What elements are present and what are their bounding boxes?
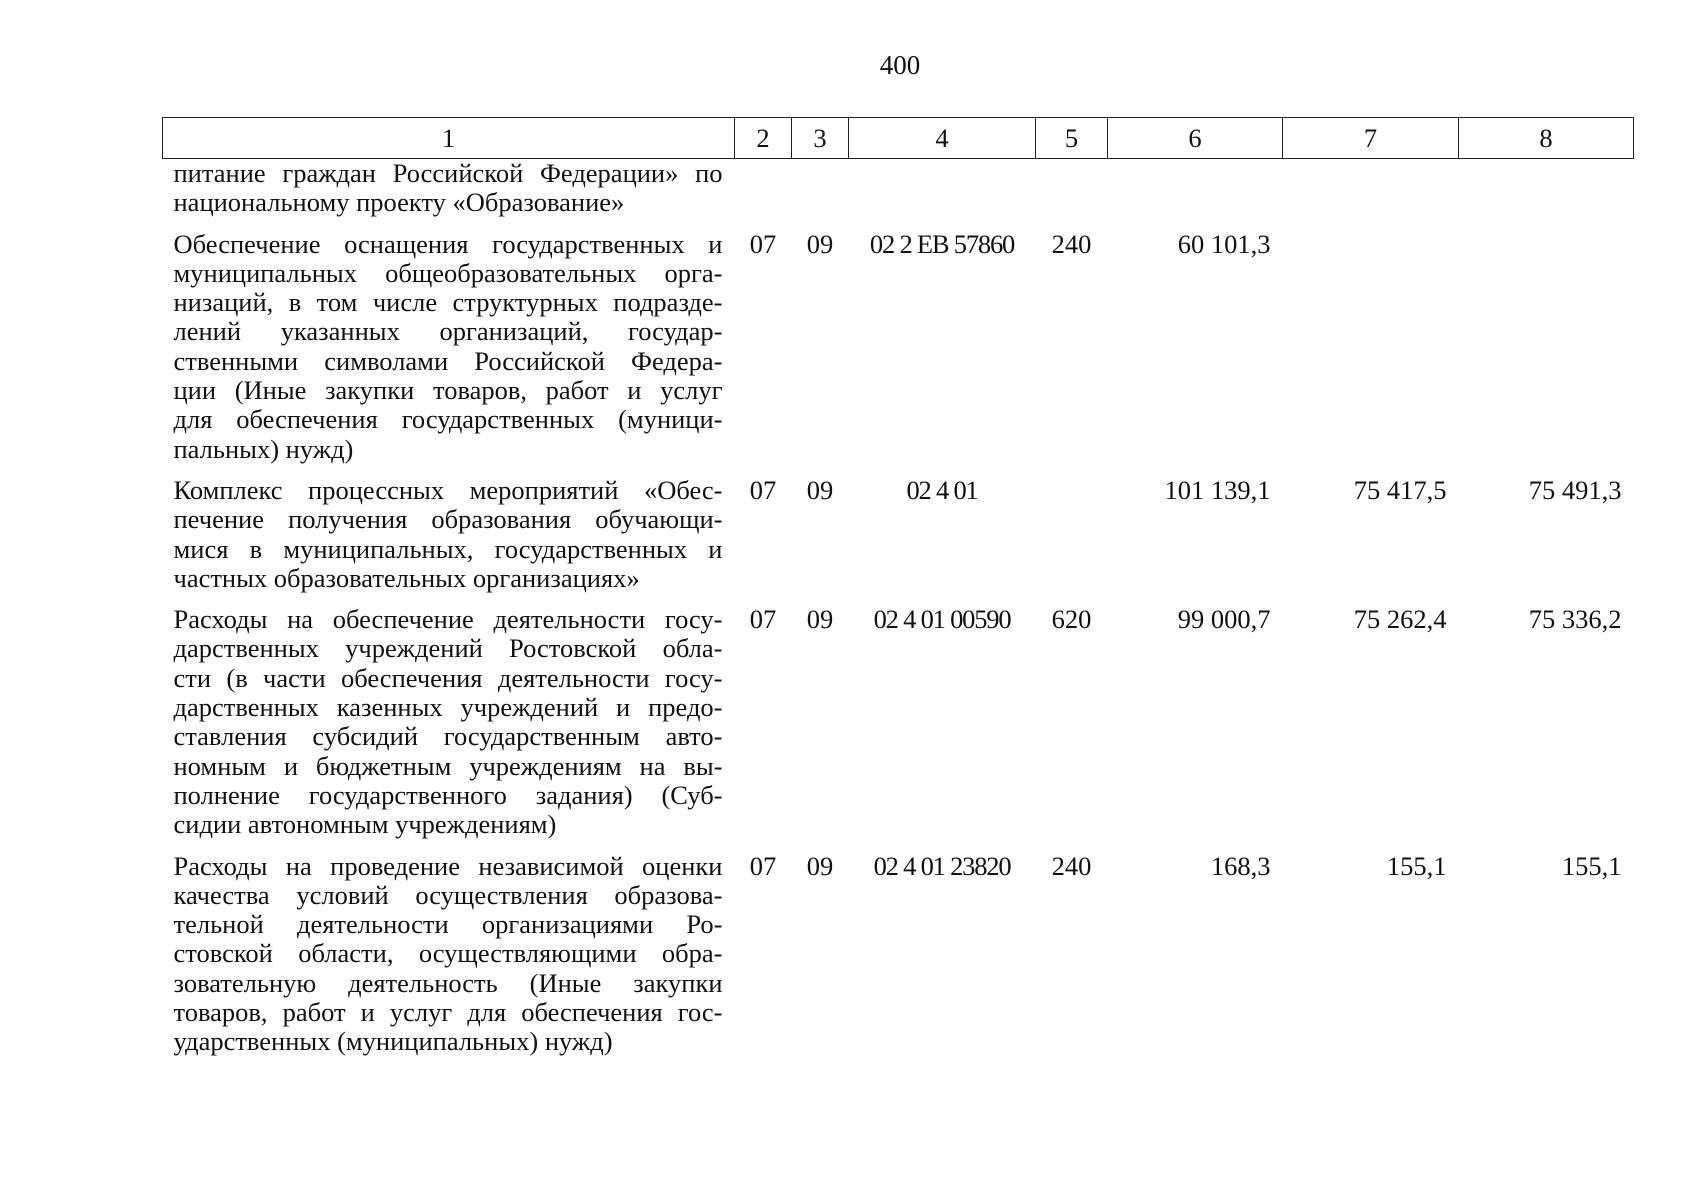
cell-section: 07 bbox=[749, 474, 777, 505]
cell-section bbox=[735, 159, 792, 218]
description-line: национальному проекту «Образование» bbox=[173, 187, 625, 218]
description-line: номным и бюджетным учреждениям на вы- bbox=[173, 750, 723, 781]
description-line: полнение государственного задания) (Суб- bbox=[173, 779, 723, 810]
description-line: частных образовательных организациях» bbox=[173, 562, 640, 593]
cell-amount-7: 155,1 bbox=[1386, 850, 1447, 881]
header-col-5: 5 bbox=[1036, 118, 1108, 159]
cell-section: 07 bbox=[749, 850, 777, 881]
row-spacer bbox=[163, 840, 1634, 852]
cell-target-code bbox=[849, 159, 1036, 218]
row-description bbox=[163, 159, 735, 218]
cell-subsection bbox=[792, 159, 849, 218]
cell-subsection: 09 bbox=[806, 604, 834, 635]
description-line: Расходы на обеспечение деятельности госу- bbox=[173, 604, 723, 635]
cell-amount-6 bbox=[1108, 159, 1283, 218]
description-line: качества условий осуществления образова- bbox=[173, 879, 723, 910]
cell-target-code: 02 2 ЕВ 57860 bbox=[869, 228, 1015, 259]
cell-amount-6: 101 139,1 bbox=[1164, 474, 1271, 505]
cell-section: 07 bbox=[749, 604, 777, 635]
row-description bbox=[163, 230, 735, 464]
description-line: товаров, работ и услуг для обеспечения гос- bbox=[173, 997, 723, 1028]
description-line: низаций, в том числе структурных подразде- bbox=[173, 287, 723, 318]
cell-expense-type: 240 bbox=[1051, 228, 1092, 259]
description-line: лений указанных организаций, государ- bbox=[173, 316, 723, 347]
description-line: сти (в части обеспечения деятельности госу- bbox=[173, 662, 723, 693]
row-description bbox=[163, 476, 735, 593]
cell-subsection: 09 bbox=[806, 850, 834, 881]
cell-amount-8: 75 336,2 bbox=[1528, 604, 1622, 635]
cell-amount-6: 168,3 bbox=[1210, 850, 1271, 881]
header-col-7: 7 bbox=[1283, 118, 1459, 159]
cell-target-code: 02 4 01 bbox=[906, 474, 978, 505]
description-line: тельной деятельности организациями Ро- bbox=[173, 909, 723, 940]
description-line: стовской области, осуществляющими обра- bbox=[173, 938, 723, 969]
cell-section: 07 bbox=[749, 228, 777, 259]
cell-target-code: 02 4 01 23820 bbox=[873, 850, 1011, 881]
header-col-3: 3 bbox=[792, 118, 849, 159]
description-line: ственными символами Российской Федера- bbox=[173, 345, 723, 376]
description-line: печение получения образования обучающи- bbox=[173, 504, 723, 535]
table-row bbox=[163, 852, 1634, 1057]
table-row bbox=[163, 230, 1634, 464]
cell-expense-type: 620 bbox=[1051, 604, 1092, 635]
row-description bbox=[163, 852, 735, 1057]
table-body bbox=[163, 159, 1634, 1057]
cell-amount-7: 75 417,5 bbox=[1353, 474, 1447, 505]
description-line: ставления субсидий государственным авто- bbox=[173, 721, 723, 752]
description-line: Комплекс процессных мероприятий «Обес- bbox=[173, 474, 723, 505]
cell-subsection: 09 bbox=[806, 474, 834, 505]
header-col-2: 2 bbox=[735, 118, 792, 159]
page-number: 400 bbox=[879, 50, 921, 80]
header-col-4: 4 bbox=[849, 118, 1036, 159]
description-line: муниципальных общеобразовательных орга- bbox=[173, 257, 723, 288]
description-line: Обеспечение оснащения государственных и bbox=[173, 228, 723, 259]
table-row bbox=[163, 605, 1634, 839]
header-col-1: 1 bbox=[163, 118, 735, 159]
table-row bbox=[163, 159, 1634, 218]
description-line: для обеспечения государственных (муници- bbox=[173, 404, 723, 435]
cell-amount-8 bbox=[1459, 159, 1634, 218]
description-line: питание граждан Российской Федерации» по bbox=[173, 158, 723, 188]
cell-amount-7: 75 262,4 bbox=[1353, 604, 1447, 635]
cell-amount-7 bbox=[1283, 159, 1459, 218]
cell-expense-type: 240 bbox=[1051, 850, 1092, 881]
description-line: зовательную деятельность (Иные закупки bbox=[173, 967, 723, 998]
description-line: ударственных (муниципальных) нужд) bbox=[173, 1026, 613, 1057]
description-line: сидии автономным учреждениям) bbox=[173, 809, 557, 840]
row-spacer bbox=[163, 218, 1634, 230]
cell-amount-8: 155,1 bbox=[1561, 850, 1622, 881]
description-line: пальных) нужд) bbox=[173, 433, 354, 464]
cell-amount-8 bbox=[1459, 230, 1634, 464]
description-line: Расходы на проведение независимой оценки bbox=[173, 850, 723, 881]
table-header bbox=[163, 118, 1634, 159]
table-row bbox=[163, 476, 1634, 593]
cell-amount-8: 75 491,3 bbox=[1528, 474, 1622, 505]
cell-target-code: 02 4 01 00590 bbox=[873, 604, 1011, 635]
description-line: ции (Иные закупки товаров, работ и услуг bbox=[173, 375, 723, 406]
budget-table bbox=[162, 117, 1634, 1057]
header-row bbox=[163, 118, 1634, 159]
cell-expense-type bbox=[1036, 476, 1108, 593]
row-description bbox=[163, 605, 735, 839]
cell-amount-7 bbox=[1283, 230, 1459, 464]
description-line: мися в муниципальных, государственных и bbox=[173, 533, 723, 564]
header-col-8: 8 bbox=[1459, 118, 1634, 159]
cell-expense-type bbox=[1036, 159, 1108, 218]
header-col-6: 6 bbox=[1108, 118, 1283, 159]
description-line: дарственных казенных учреждений и предо- bbox=[173, 692, 723, 723]
cell-amount-6: 60 101,3 bbox=[1177, 228, 1271, 259]
cell-amount-6: 99 000,7 bbox=[1177, 604, 1271, 635]
cell-subsection: 09 bbox=[806, 228, 834, 259]
description-line: дарственных учреждений Ростовской обла- bbox=[173, 633, 723, 664]
